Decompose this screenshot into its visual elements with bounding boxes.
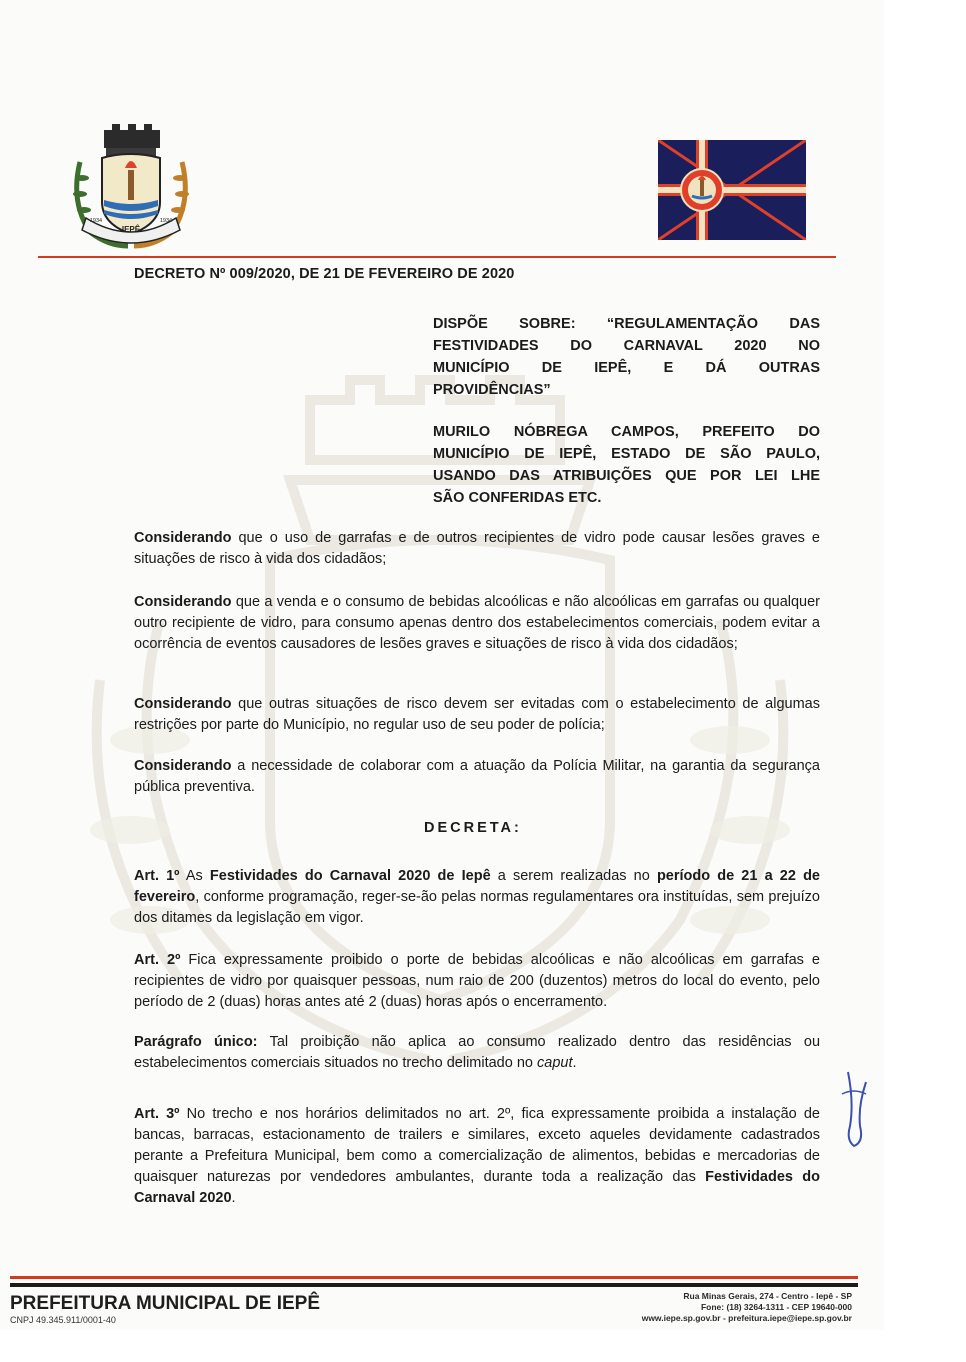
footer-address: Rua Minas Gerais, 274 - Centro - Iepê - SP: [683, 1291, 852, 1301]
municipal-flag-icon: [658, 140, 806, 240]
paragraph-italic: caput: [537, 1055, 573, 1071]
consideration-lead: Considerando: [134, 594, 232, 610]
paragraph-end: .: [572, 1055, 577, 1071]
preamble-line: SÃO CONFERIDAS ETC.: [433, 490, 602, 506]
article-text: Fica expressamente proibido o porte de bebidas alcoólicas e não alcoólicas em garrafas e recipientes de vidro por quaisquer pessoas, num raio de 200 (duzentos) metros do local do evento, pelo período de 2 (duas) horas antes até 2 (duas) horas após o encerramento.: [134, 952, 820, 1010]
footer-divider-black: [10, 1283, 858, 1287]
article-text: No trecho e nos horários delimitados no art. 2º, fica expressamente proibida a instalação de bancas, barracas, estacionamento de trailers e similares, exceto aqueles devidamente cadastrados perante a Prefeitura Municipal, bem como a comercialização de alimentos, bebidas e mercadorias de quaisquer naturezas por vendedores ambulantes, durante toda a realização das: [134, 1106, 820, 1185]
footer-phone: Fone: (18) 3264-1311 - CEP 19640-000: [700, 1302, 852, 1312]
article-label: Art. 1º: [134, 868, 180, 884]
article-2: [134, 950, 820, 1013]
consideration-text: a necessidade de colaborar com a atuação da Polícia Militar, na garantia da segurança pública preventiva.: [134, 758, 820, 795]
paragraph-label: Parágrafo único:: [134, 1034, 258, 1050]
footer-divider-red: [10, 1276, 858, 1279]
paragraph-text: Tal proibição não aplica ao consumo realizado dentro das residências ou estabelecimentos comerciais situados no trecho delimitado no: [134, 1034, 821, 1071]
crest-year-left: 1934: [89, 218, 103, 224]
article-emphasis: Festividades do Carnaval 2020: [134, 1169, 820, 1206]
ementa-line: DISPÕE SOBRE: “REGULAMENTAÇÃO DAS: [433, 316, 820, 332]
decree-title: DECRETO Nº 009/2020, DE 21 DE FEVEREIRO DE 2020: [134, 266, 515, 282]
sole-paragraph: [134, 1032, 820, 1074]
consideration-paragraph: [134, 592, 820, 655]
footer-contact: [492, 1291, 852, 1324]
article-text: , conforme programação, reger-se-ão pelas normas regulamentares ora instituídas, sem prejuízo dos ditames da legislação em vigor.: [134, 889, 820, 926]
consideration-lead: Considerando: [134, 758, 232, 774]
article-emphasis: Festividades do Carnaval 2020 de Iepê: [209, 868, 491, 884]
crest-year-right: 1934: [159, 218, 173, 224]
consideration-text: que a venda e o consumo de bebidas alcoólicas e não alcoólicas em garrafas ou qualquer outro recipiente de vidro, para consumo apenas dentro dos estabelecimentos comerciais, podem evitar a ocorrência de eventos causadores de lesões graves e situações de risco à vida dos cidadãos;: [134, 594, 820, 652]
preamble-line: MURILO NÓBREGA CAMPOS, PREFEITO DO: [433, 424, 820, 440]
signature-initial-icon: [830, 1064, 878, 1152]
header-divider: [38, 256, 836, 258]
footer-cnpj: CNPJ 49.345.911/0001-40: [10, 1315, 116, 1325]
footer-prefeitura-name: PREFEITURA MUNICIPAL DE IEPÊ: [10, 1293, 321, 1314]
consideration-paragraph: [134, 528, 820, 570]
consideration-lead: Considerando: [134, 530, 232, 546]
municipal-crest-icon: [72, 122, 190, 250]
consideration-text: que outras situações de risco devem ser evitadas com o estabelecimento de algumas restrições por parte do Município, no regular uso de seu poder de polícia;: [134, 696, 820, 733]
ementa-line: FESTIVIDADES DO CARNAVAL 2020 NO: [433, 338, 820, 354]
article-text: As: [179, 868, 210, 884]
consideration-paragraph: [134, 756, 820, 798]
crest-name: IEPÊ: [121, 225, 141, 234]
preamble-line: USANDO DAS ATRIBUIÇÕES QUE POR LEI LHE: [433, 468, 820, 484]
preamble-line: MUNICÍPIO DE IEPÊ, ESTADO DE SÃO PAULO,: [433, 446, 820, 462]
article-3: [134, 1104, 820, 1209]
ementa-line: PROVIDÊNCIAS”: [433, 382, 551, 398]
article-label: Art. 3º: [134, 1106, 180, 1122]
scan-margin: [884, 0, 966, 1362]
decreta-heading: DECRETA:: [424, 820, 522, 836]
consideration-lead: Considerando: [134, 696, 232, 712]
consideration-paragraph: [134, 694, 820, 736]
article-end: .: [231, 1190, 236, 1206]
article-emphasis: período de 21 a 22 de fevereiro: [134, 868, 820, 905]
ementa-line: MUNICÍPIO DE IEPÊ, E DÁ OUTRAS: [433, 360, 820, 376]
article-1: [134, 866, 820, 929]
consideration-text: que o uso de garrafas e de outros recipientes de vidro pode causar lesões graves e situações de risco à vida dos cidadãos;: [134, 530, 820, 567]
article-label: Art. 2º: [134, 952, 181, 968]
article-text: a serem realizadas no: [490, 868, 657, 884]
footer-web: www.iepe.sp.gov.br - prefeitura.iepe@iepe.sp.gov.br: [641, 1313, 852, 1323]
